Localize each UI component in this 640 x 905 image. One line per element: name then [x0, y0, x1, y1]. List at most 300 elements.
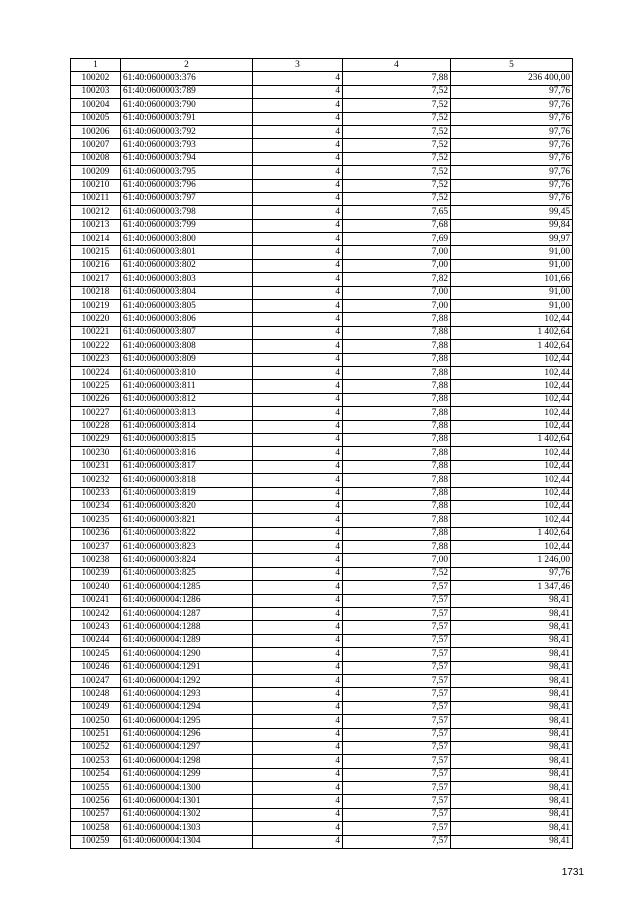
cadastral-number-cell: 61:40:0600003:812: [121, 393, 253, 406]
row-number-cell: 100224: [71, 366, 121, 379]
table-row: [71, 420, 573, 433]
column-5-cell: 102,44: [451, 420, 573, 433]
column-5-cell: 91,00: [451, 300, 573, 313]
column-3-cell: 4: [253, 835, 343, 848]
column-5-cell: 102,44: [451, 514, 573, 527]
column-5-cell: 98,41: [451, 688, 573, 701]
row-number-cell: 100216: [71, 259, 121, 272]
row-number-cell: 100222: [71, 340, 121, 353]
table-row: [71, 674, 573, 687]
cadastral-number-cell: 61:40:0600003:790: [121, 99, 253, 112]
column-5-cell: 98,41: [451, 741, 573, 754]
column-5-cell: 98,41: [451, 634, 573, 647]
column-5-cell: 102,44: [451, 447, 573, 460]
column-3-cell: 4: [253, 166, 343, 179]
table-row: [71, 166, 573, 179]
column-5-cell: 102,44: [451, 500, 573, 513]
column-4-cell: 7,52: [343, 179, 451, 192]
table-row: [71, 835, 573, 848]
table-row: [71, 112, 573, 125]
column-4-cell: 7,57: [343, 822, 451, 835]
column-3-cell: 4: [253, 273, 343, 286]
column-4-cell: 7,69: [343, 233, 451, 246]
cadastral-number-cell: 61:40:0600003:795: [121, 166, 253, 179]
column-3-cell: 4: [253, 688, 343, 701]
cadastral-number-cell: 61:40:0600004:1288: [121, 621, 253, 634]
column-3-cell: 4: [253, 567, 343, 580]
column-3-cell: 4: [253, 621, 343, 634]
column-5-cell: 98,41: [451, 835, 573, 848]
column-4-cell: 7,52: [343, 567, 451, 580]
row-number-cell: 100249: [71, 701, 121, 714]
cadastral-number-cell: 61:40:0600003:818: [121, 474, 253, 487]
column-3-cell: 4: [253, 407, 343, 420]
column-3-cell: 4: [253, 219, 343, 232]
row-number-cell: 100227: [71, 407, 121, 420]
column-5-cell: 98,41: [451, 674, 573, 687]
column-4-cell: 7,57: [343, 648, 451, 661]
table-row: [71, 206, 573, 219]
cadastral-number-cell: 61:40:0600003:804: [121, 286, 253, 299]
row-number-cell: 100257: [71, 808, 121, 821]
column-3-cell: 4: [253, 380, 343, 393]
cadastral-number-cell: 61:40:0600003:811: [121, 380, 253, 393]
row-number-cell: 100239: [71, 567, 121, 580]
column-5-cell: 102,44: [451, 407, 573, 420]
table-row: [71, 286, 573, 299]
cadastral-number-cell: 61:40:0600003:814: [121, 420, 253, 433]
column-3-cell: 4: [253, 514, 343, 527]
cadastral-number-cell: 61:40:0600004:1303: [121, 822, 253, 835]
column-4-cell: 7,57: [343, 608, 451, 621]
cadastral-number-cell: 61:40:0600003:789: [121, 85, 253, 98]
cadastral-number-cell: 61:40:0600004:1286: [121, 594, 253, 607]
column-5-cell: 102,44: [451, 460, 573, 473]
column-header-4: 4: [343, 59, 451, 72]
table-row: [71, 139, 573, 152]
table-row: [71, 300, 573, 313]
data-table: [70, 58, 573, 849]
cadastral-number-cell: 61:40:0600003:798: [121, 206, 253, 219]
table-body: [71, 72, 573, 849]
column-4-cell: 7,57: [343, 701, 451, 714]
column-3-cell: 4: [253, 286, 343, 299]
column-3-cell: 4: [253, 822, 343, 835]
column-4-cell: 7,57: [343, 621, 451, 634]
column-5-cell: 97,76: [451, 99, 573, 112]
column-5-cell: 1 347,46: [451, 581, 573, 594]
column-5-cell: 236 400,00: [451, 72, 573, 85]
row-number-cell: 100220: [71, 313, 121, 326]
cadastral-number-cell: 61:40:0600003:801: [121, 246, 253, 259]
column-header-1: 1: [71, 59, 121, 72]
column-4-cell: 7,57: [343, 674, 451, 687]
column-3-cell: 4: [253, 300, 343, 313]
column-5-cell: 1 402,64: [451, 433, 573, 446]
row-number-cell: 100212: [71, 206, 121, 219]
cadastral-number-cell: 61:40:0600003:815: [121, 433, 253, 446]
table-row: [71, 192, 573, 205]
row-number-cell: 100244: [71, 634, 121, 647]
cadastral-number-cell: 61:40:0600004:1301: [121, 795, 253, 808]
column-4-cell: 7,88: [343, 541, 451, 554]
cadastral-number-cell: 61:40:0600003:813: [121, 407, 253, 420]
table-row: [71, 380, 573, 393]
row-number-cell: 100226: [71, 393, 121, 406]
table-row: [71, 541, 573, 554]
row-number-cell: 100232: [71, 474, 121, 487]
table-row: [71, 219, 573, 232]
cadastral-number-cell: 61:40:0600004:1298: [121, 755, 253, 768]
column-4-cell: 7,52: [343, 112, 451, 125]
column-4-cell: 7,88: [343, 393, 451, 406]
column-4-cell: 7,52: [343, 125, 451, 138]
header-row: [71, 59, 573, 72]
cadastral-number-cell: 61:40:0600004:1300: [121, 782, 253, 795]
column-5-cell: 98,41: [451, 768, 573, 781]
row-number-cell: 100252: [71, 741, 121, 754]
column-5-cell: 98,41: [451, 648, 573, 661]
cadastral-number-cell: 61:40:0600003:376: [121, 72, 253, 85]
row-number-cell: 100228: [71, 420, 121, 433]
column-5-cell: 1 402,64: [451, 326, 573, 339]
row-number-cell: 100206: [71, 125, 121, 138]
column-5-cell: 98,41: [451, 608, 573, 621]
column-5-cell: 98,41: [451, 822, 573, 835]
column-4-cell: 7,88: [343, 313, 451, 326]
cadastral-number-cell: 61:40:0600003:817: [121, 460, 253, 473]
column-3-cell: 4: [253, 608, 343, 621]
column-3-cell: 4: [253, 701, 343, 714]
table-row: [71, 433, 573, 446]
row-number-cell: 100235: [71, 514, 121, 527]
table-row: [71, 152, 573, 165]
cadastral-number-cell: 61:40:0600003:816: [121, 447, 253, 460]
column-4-cell: 7,68: [343, 219, 451, 232]
cadastral-number-cell: 61:40:0600003:805: [121, 300, 253, 313]
row-number-cell: 100213: [71, 219, 121, 232]
column-5-cell: 102,44: [451, 541, 573, 554]
row-number-cell: 100243: [71, 621, 121, 634]
cadastral-number-cell: 61:40:0600004:1290: [121, 648, 253, 661]
column-4-cell: 7,52: [343, 139, 451, 152]
column-3-cell: 4: [253, 340, 343, 353]
column-5-cell: 98,41: [451, 795, 573, 808]
column-5-cell: 98,41: [451, 701, 573, 714]
column-4-cell: 7,57: [343, 755, 451, 768]
column-4-cell: 7,88: [343, 72, 451, 85]
table-row: [71, 340, 573, 353]
column-4-cell: 7,88: [343, 447, 451, 460]
column-4-cell: 7,88: [343, 407, 451, 420]
column-3-cell: 4: [253, 152, 343, 165]
column-5-cell: 91,00: [451, 286, 573, 299]
column-3-cell: 4: [253, 313, 343, 326]
cadastral-number-cell: 61:40:0600003:808: [121, 340, 253, 353]
table-row: [71, 567, 573, 580]
row-number-cell: 100208: [71, 152, 121, 165]
column-4-cell: 7,00: [343, 286, 451, 299]
column-4-cell: 7,00: [343, 259, 451, 272]
row-number-cell: 100240: [71, 581, 121, 594]
column-5-cell: 102,44: [451, 393, 573, 406]
column-3-cell: 4: [253, 112, 343, 125]
column-3-cell: 4: [253, 474, 343, 487]
table-row: [71, 768, 573, 781]
column-3-cell: 4: [253, 353, 343, 366]
column-5-cell: 102,44: [451, 380, 573, 393]
row-number-cell: 100211: [71, 192, 121, 205]
row-number-cell: 100225: [71, 380, 121, 393]
column-5-cell: 99,97: [451, 233, 573, 246]
column-3-cell: 4: [253, 366, 343, 379]
column-4-cell: 7,88: [343, 380, 451, 393]
table-row: [71, 487, 573, 500]
column-4-cell: 7,00: [343, 554, 451, 567]
row-number-cell: 100214: [71, 233, 121, 246]
cadastral-number-cell: 61:40:0600003:823: [121, 541, 253, 554]
cadastral-number-cell: 61:40:0600004:1287: [121, 608, 253, 621]
table-row: [71, 179, 573, 192]
column-4-cell: 7,00: [343, 300, 451, 313]
row-number-cell: 100251: [71, 728, 121, 741]
table-row: [71, 353, 573, 366]
column-3-cell: 4: [253, 326, 343, 339]
column-header-5: 5: [451, 59, 573, 72]
column-4-cell: 7,57: [343, 741, 451, 754]
cadastral-number-cell: 61:40:0600004:1295: [121, 715, 253, 728]
column-4-cell: 7,00: [343, 246, 451, 259]
cadastral-number-cell: 61:40:0600004:1293: [121, 688, 253, 701]
row-number-cell: 100248: [71, 688, 121, 701]
column-5-cell: 97,76: [451, 152, 573, 165]
column-5-cell: 1 402,64: [451, 340, 573, 353]
column-3-cell: 4: [253, 139, 343, 152]
cadastral-number-cell: 61:40:0600003:806: [121, 313, 253, 326]
column-3-cell: 4: [253, 500, 343, 513]
column-3-cell: 4: [253, 72, 343, 85]
column-4-cell: 7,88: [343, 500, 451, 513]
column-3-cell: 4: [253, 125, 343, 138]
column-3-cell: 4: [253, 741, 343, 754]
table-row: [71, 621, 573, 634]
row-number-cell: 100236: [71, 527, 121, 540]
table-row: [71, 822, 573, 835]
row-number-cell: 100250: [71, 715, 121, 728]
cadastral-number-cell: 61:40:0600003:824: [121, 554, 253, 567]
column-3-cell: 4: [253, 554, 343, 567]
column-5-cell: 98,41: [451, 782, 573, 795]
cadastral-number-cell: 61:40:0600003:822: [121, 527, 253, 540]
column-3-cell: 4: [253, 487, 343, 500]
column-4-cell: 7,88: [343, 326, 451, 339]
cadastral-number-cell: 61:40:0600003:810: [121, 366, 253, 379]
column-3-cell: 4: [253, 634, 343, 647]
table-row: [71, 233, 573, 246]
cadastral-number-cell: 61:40:0600003:791: [121, 112, 253, 125]
row-number-cell: 100246: [71, 661, 121, 674]
column-3-cell: 4: [253, 447, 343, 460]
row-number-cell: 100202: [71, 72, 121, 85]
row-number-cell: 100238: [71, 554, 121, 567]
column-4-cell: 7,57: [343, 715, 451, 728]
row-number-cell: 100215: [71, 246, 121, 259]
row-number-cell: 100229: [71, 433, 121, 446]
cadastral-number-cell: 61:40:0600003:802: [121, 259, 253, 272]
column-3-cell: 4: [253, 728, 343, 741]
row-number-cell: 100242: [71, 608, 121, 621]
row-number-cell: 100255: [71, 782, 121, 795]
column-4-cell: 7,88: [343, 487, 451, 500]
cadastral-number-cell: 61:40:0600003:797: [121, 192, 253, 205]
column-5-cell: 1 402,64: [451, 527, 573, 540]
table-row: [71, 273, 573, 286]
column-5-cell: 97,76: [451, 567, 573, 580]
column-4-cell: 7,88: [343, 340, 451, 353]
column-3-cell: 4: [253, 259, 343, 272]
column-4-cell: 7,57: [343, 728, 451, 741]
row-number-cell: 100230: [71, 447, 121, 460]
cadastral-number-cell: 61:40:0600003:819: [121, 487, 253, 500]
column-4-cell: 7,88: [343, 460, 451, 473]
row-number-cell: 100259: [71, 835, 121, 848]
cadastral-number-cell: 61:40:0600004:1299: [121, 768, 253, 781]
column-4-cell: 7,57: [343, 795, 451, 808]
row-number-cell: 100256: [71, 795, 121, 808]
row-number-cell: 100221: [71, 326, 121, 339]
column-4-cell: 7,88: [343, 514, 451, 527]
column-4-cell: 7,65: [343, 206, 451, 219]
column-3-cell: 4: [253, 179, 343, 192]
column-5-cell: 98,41: [451, 715, 573, 728]
column-5-cell: 98,41: [451, 594, 573, 607]
cadastral-number-cell: 61:40:0600003:807: [121, 326, 253, 339]
row-number-cell: 100217: [71, 273, 121, 286]
column-5-cell: 102,44: [451, 366, 573, 379]
row-number-cell: 100205: [71, 112, 121, 125]
row-number-cell: 100258: [71, 822, 121, 835]
column-4-cell: 7,57: [343, 768, 451, 781]
row-number-cell: 100203: [71, 85, 121, 98]
column-3-cell: 4: [253, 433, 343, 446]
column-3-cell: 4: [253, 581, 343, 594]
page-number: 1731: [561, 867, 584, 878]
column-4-cell: 7,57: [343, 594, 451, 607]
row-number-cell: 100241: [71, 594, 121, 607]
column-5-cell: 101,66: [451, 273, 573, 286]
cadastral-number-cell: 61:40:0600004:1285: [121, 581, 253, 594]
column-4-cell: 7,57: [343, 581, 451, 594]
table-row: [71, 594, 573, 607]
table-row: [71, 407, 573, 420]
cadastral-number-cell: 61:40:0600003:803: [121, 273, 253, 286]
table-row: [71, 648, 573, 661]
column-3-cell: 4: [253, 661, 343, 674]
row-number-cell: 100253: [71, 755, 121, 768]
column-5-cell: 98,41: [451, 728, 573, 741]
row-number-cell: 100247: [71, 674, 121, 687]
cadastral-number-cell: 61:40:0600003:796: [121, 179, 253, 192]
column-3-cell: 4: [253, 755, 343, 768]
column-4-cell: 7,88: [343, 433, 451, 446]
column-header-3: 3: [253, 59, 343, 72]
column-3-cell: 4: [253, 99, 343, 112]
table-row: [71, 514, 573, 527]
row-number-cell: 100218: [71, 286, 121, 299]
column-5-cell: 97,76: [451, 85, 573, 98]
column-5-cell: 102,44: [451, 313, 573, 326]
column-5-cell: 99,45: [451, 206, 573, 219]
cadastral-number-cell: 61:40:0600004:1304: [121, 835, 253, 848]
column-5-cell: 91,00: [451, 246, 573, 259]
column-4-cell: 7,52: [343, 192, 451, 205]
table-row: [71, 366, 573, 379]
table-row: [71, 326, 573, 339]
table-row: [71, 581, 573, 594]
column-5-cell: 91,00: [451, 259, 573, 272]
column-5-cell: 97,76: [451, 112, 573, 125]
column-3-cell: 4: [253, 795, 343, 808]
column-4-cell: 7,57: [343, 782, 451, 795]
column-3-cell: 4: [253, 233, 343, 246]
cadastral-number-cell: 61:40:0600004:1297: [121, 741, 253, 754]
table-row: [71, 688, 573, 701]
column-3-cell: 4: [253, 393, 343, 406]
row-number-cell: 100223: [71, 353, 121, 366]
cadastral-number-cell: 61:40:0600003:821: [121, 514, 253, 527]
column-header-2: 2: [121, 59, 253, 72]
table-row: [71, 741, 573, 754]
table-row: [71, 661, 573, 674]
column-4-cell: 7,52: [343, 85, 451, 98]
table-row: [71, 527, 573, 540]
column-5-cell: 102,44: [451, 353, 573, 366]
column-4-cell: 7,57: [343, 808, 451, 821]
column-5-cell: 97,76: [451, 139, 573, 152]
column-3-cell: 4: [253, 768, 343, 781]
column-4-cell: 7,88: [343, 353, 451, 366]
row-number-cell: 100207: [71, 139, 121, 152]
cadastral-number-cell: 61:40:0600003:820: [121, 500, 253, 513]
column-3-cell: 4: [253, 674, 343, 687]
cadastral-number-cell: 61:40:0600004:1294: [121, 701, 253, 714]
cadastral-number-cell: 61:40:0600004:1292: [121, 674, 253, 687]
table-row: [71, 701, 573, 714]
row-number-cell: 100233: [71, 487, 121, 500]
column-3-cell: 4: [253, 715, 343, 728]
cadastral-number-cell: 61:40:0600004:1291: [121, 661, 253, 674]
table-row: [71, 125, 573, 138]
column-4-cell: 7,57: [343, 688, 451, 701]
column-5-cell: 1 246,00: [451, 554, 573, 567]
cadastral-number-cell: 61:40:0600003:793: [121, 139, 253, 152]
table-row: [71, 795, 573, 808]
column-3-cell: 4: [253, 541, 343, 554]
column-5-cell: 97,76: [451, 125, 573, 138]
column-3-cell: 4: [253, 527, 343, 540]
column-5-cell: 98,41: [451, 621, 573, 634]
table-row: [71, 460, 573, 473]
table-row: [71, 246, 573, 259]
column-5-cell: 102,44: [451, 487, 573, 500]
column-4-cell: 7,57: [343, 835, 451, 848]
column-3-cell: 4: [253, 648, 343, 661]
column-4-cell: 7,52: [343, 166, 451, 179]
column-3-cell: 4: [253, 420, 343, 433]
table-row: [71, 72, 573, 85]
row-number-cell: 100219: [71, 300, 121, 313]
column-3-cell: 4: [253, 782, 343, 795]
